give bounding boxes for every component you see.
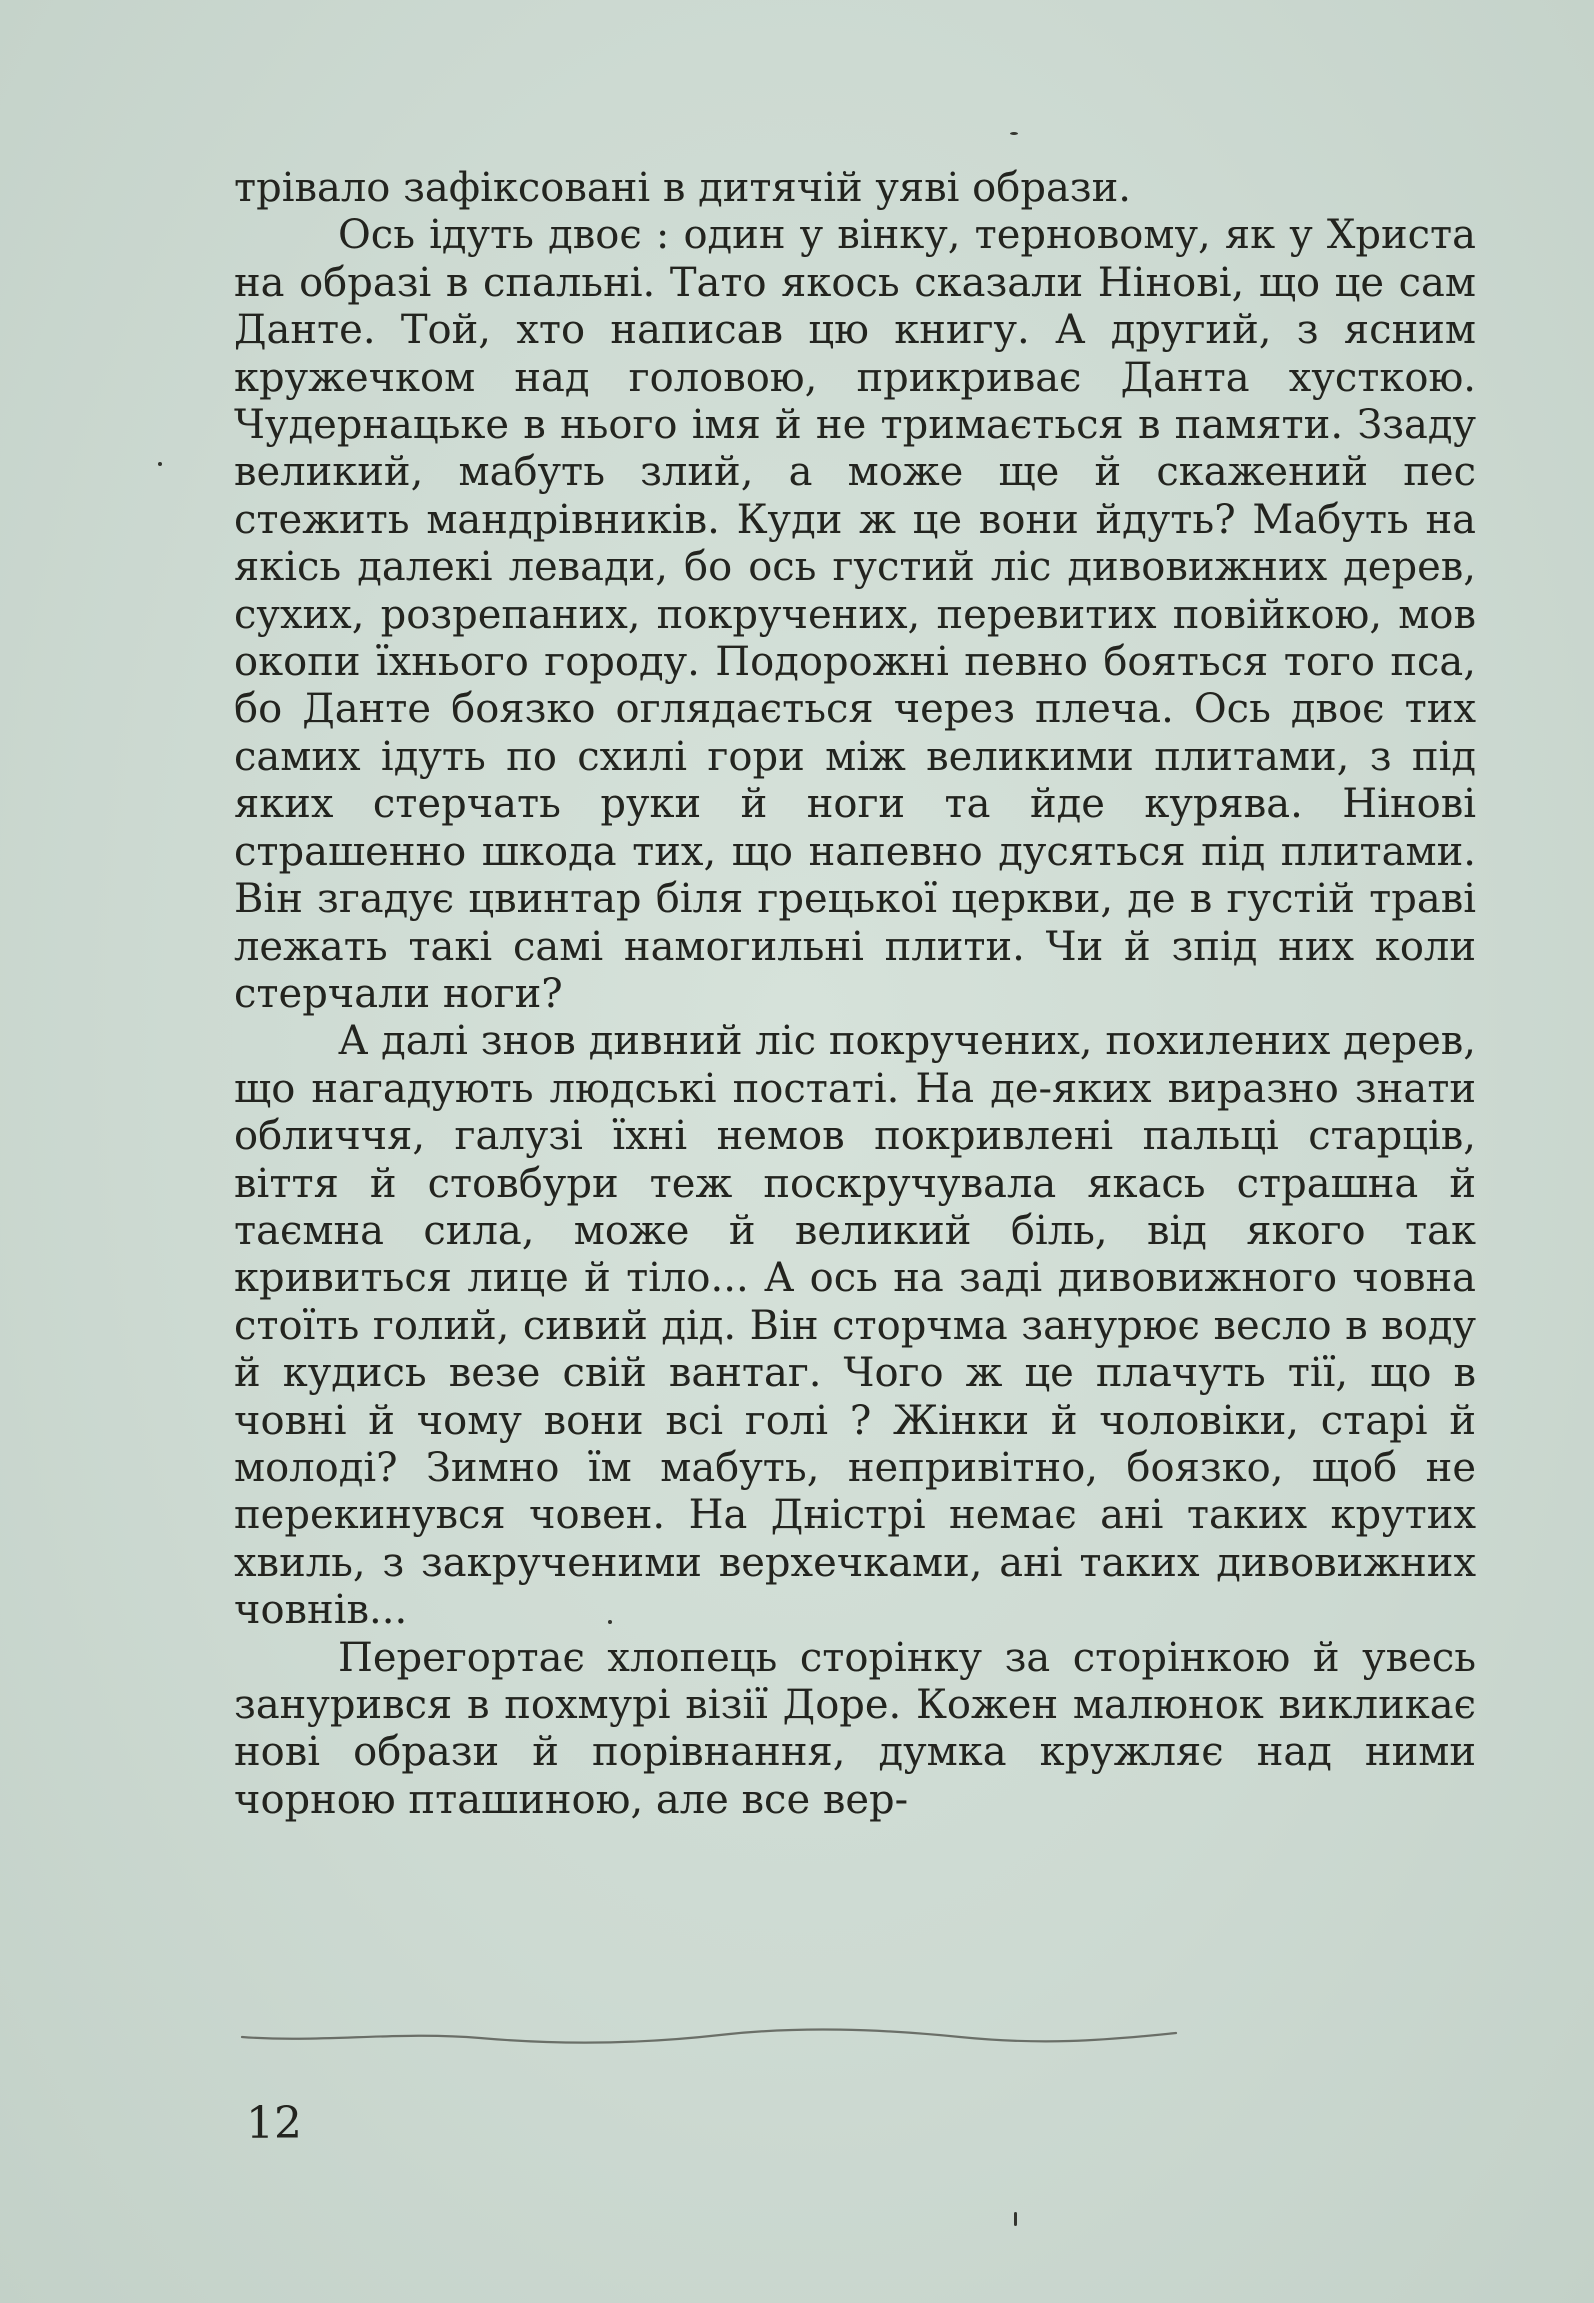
ink-speck [158, 462, 162, 466]
paragraph-continuation: трівало зафіксовані в дитячій уяві образи. [234, 165, 1131, 211]
paragraph-strange-forest: А далі знов дивний ліс покручених, похилених дерев, що нагадують людські постаті. На де-яких виразно знати обличчя, галузі їхні немов покривлені пальці старців, віття й стовбури теж поскручувала якась страшна й таємна сила, може й великий біль, від якого так кривиться лице й тіло... А ось на заді дивовижного човна стоїть голий, сивий дід. Він сторчма занурює весло в воду й кудись везе свій вантаг. Чого ж це плачуть тії, що в човні й чому вони всі голі ? Жінки й чоловіки, старі й молоді? Зимно їм мабуть, непривітно, боязко, щоб не перекинувся човен. На Дністрі немає ані таких крутих хвиль, з закрученими верхечками, ані таких дивовижних човнів... [234, 1018, 1476, 1634]
pencil-underline [240, 2025, 1180, 2049]
ink-speck [1014, 2212, 1017, 2226]
page-number: 12 [246, 2098, 302, 2149]
paragraph-dante-illustrations: Ось ідуть двоє : один у вінку, терновому, як у Христа на образі в спальні. Тато якось сказали Нінові, що це сам Данте. Той, хто написав цю книгу. А другий, з ясним кружечком над головою, прикриває Данта хусткою. Чудернацьке в нього імя й не тримається в памяти. Ззаду великий, мабуть злий, а може ще й скажений пес стежить мандрівників. Куди ж це вони йдуть? Мабуть на якісь далекі левади, бо ось густий ліс дивовижних дерев, сухих, розрепаних, покручених, перевитих повійкою, мов окопи їхнього городу. Подорожні певно бояться того пса, бо Данте боязко оглядається через плеча. Ось двоє тих самих ідуть по схилі гори між великими плитами, з під яких стерчать руки й ноги та йде курява. Нінові страшенно шкода тих, що напевно дусяться під плитами. Він згадує цвинтар біля грецької церкви, де в густій траві лежать такі самі намогильні плити. Чи й зпід них коли стерчали ноги? [234, 212, 1476, 1017]
page-text [234, 165, 1476, 1824]
ink-speck [1010, 132, 1018, 135]
paragraph-dore-visions: Перегортає хлопець сторінку за сторінкою й увесь занурився в похмурі візії Доре. Кожен малюнок викликає нові образи й порівнання, думка кружляє над ними чорною пташиною, але все вер- [234, 1634, 1476, 1823]
ink-speck [608, 1620, 612, 1624]
